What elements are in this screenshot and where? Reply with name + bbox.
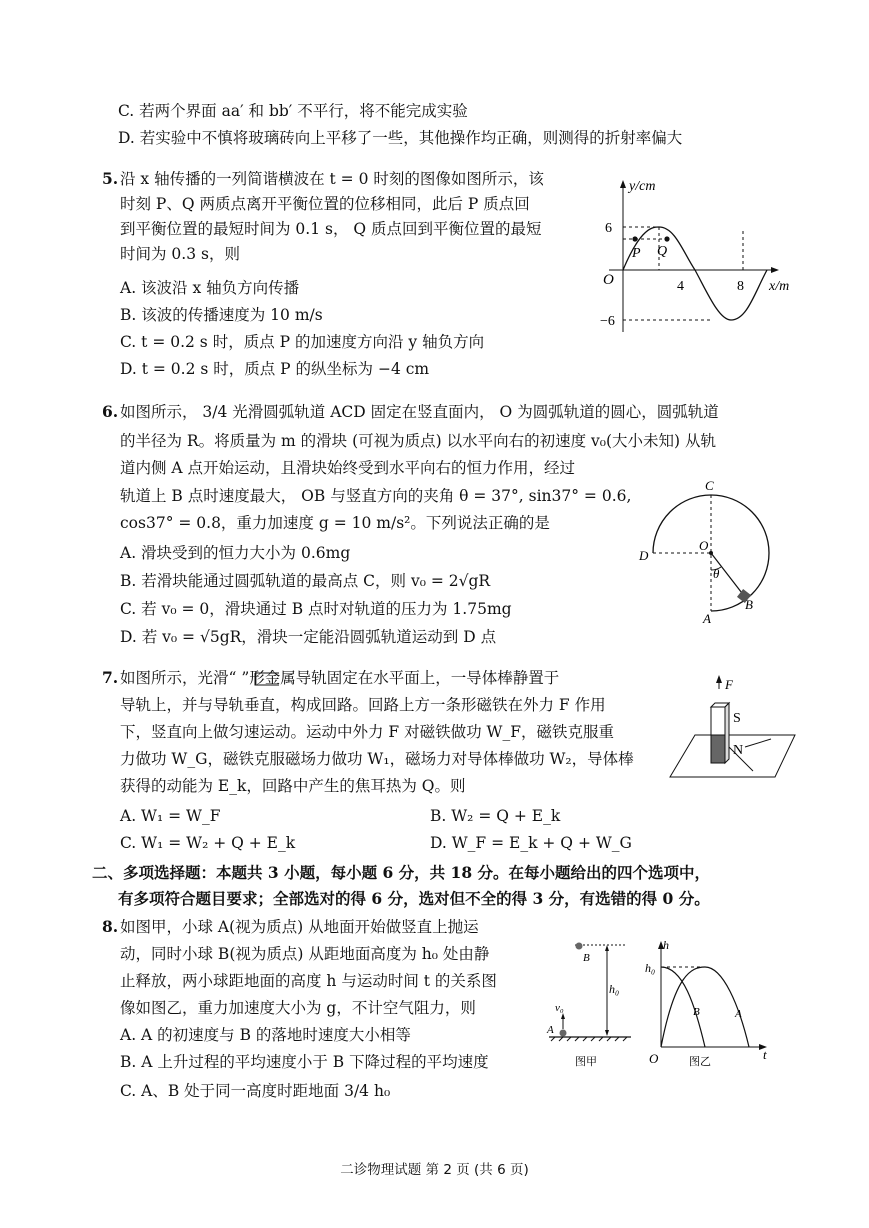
q6-label-o: O (699, 538, 709, 553)
q8-stem-line: 止释放，两小球距地面的高度 h 与运动时间 t 的关系图 (120, 972, 497, 990)
q8-option-b: B. A 上升过程的平均速度小于 B 下降过程的平均速度 (120, 1053, 489, 1071)
q8-stem-line: 如图甲，小球 A(视为质点) 从地面开始做竖直上抛运 (120, 918, 479, 936)
q8-figure-a (545, 935, 640, 1075)
q7-stem-line: 获得的动能为 E_k，回路中产生的焦耳热为 Q。则 (120, 777, 466, 795)
q5-number: 5. (102, 169, 119, 188)
q6-label-a: A (703, 611, 711, 626)
q5-tick-4: 4 (677, 279, 684, 294)
q7-number: 7. (102, 668, 119, 687)
q8-label-b: B (583, 952, 590, 964)
q8-stem-line: 动，同时小球 B(视为质点) 从距地面高度为 h₀ 处由静 (120, 945, 490, 963)
q8-figure-b (643, 935, 773, 1075)
section2-heading-line1: 二、多项选择题：本题共 3 小题，每小题 6 分，共 18 分。在每小题给出的四个选项中， (92, 863, 711, 882)
q7-rail-icon (253, 671, 283, 687)
q7-option-a: A. W₁ = W_F (120, 807, 221, 825)
q6-stem-line: 轨道上 B 点时速度最大， OB 与竖直方向的夹角 θ = 37°, sin37° = 0.6, (120, 487, 632, 505)
q7-stem-line: 下，竖直向上做匀速运动。运动中外力 F 对磁铁做功 W_F，磁铁克服重 (120, 723, 614, 741)
q8-stem-line: 像如图乙，重力加速度大小为 g，不计空气阻力，则 (120, 999, 476, 1017)
q5-stem-line: 时刻 P、Q 两质点离开平衡位置的位移相同，此后 P 质点回 (120, 195, 530, 213)
q5-tick-neg6: −6 (600, 314, 615, 329)
q8-label-v0: v₀ (555, 1002, 564, 1014)
q8-curve-label-a: A (735, 1008, 742, 1020)
q8-curve-a (661, 967, 749, 1047)
q5-xlabel: x/m (769, 279, 790, 294)
q8-option-c: C. A、B 处于同一高度时距地面 3/4 h₀ (120, 1082, 391, 1100)
q6-option-c: C. 若 v₀ = 0，滑块通过 B 点时对轨道的压力为 1.75mg (120, 600, 512, 618)
q7-magnet-figure (665, 675, 805, 785)
q5-wave-figure (595, 172, 805, 337)
q8-curve-label-b: B (693, 1006, 700, 1018)
q6-stem-line: 道内侧 A 点开始运动，且滑块始终受到水平向右的恒力作用，经过 (120, 459, 576, 477)
q5-point-p (632, 236, 637, 241)
q5-origin: O (603, 272, 614, 288)
q7-label-f: F (725, 677, 733, 692)
q6-stem-line: cos37° = 0.8，重力加速度 g = 10 m/s²。下列说法正确的是 (120, 514, 550, 532)
q6-label-theta: θ (713, 566, 720, 581)
q7-stem-line: 力做功 W_G，磁铁克服磁场力做功 W₁，磁场力对导体棒做功 W₂，导体棒 (120, 750, 634, 768)
q5-ylabel: y/cm (629, 179, 656, 194)
q6-number: 6. (102, 402, 119, 421)
q7-option-c: C. W₁ = W₂ + Q + E_k (120, 834, 296, 852)
q8-caption-a: 图甲 (575, 1056, 597, 1068)
q7-stem-line: 如图所示，光滑“ ”形金属导轨固定在水平面上，一导体棒静置于 (120, 669, 560, 687)
q6-stem-line: 如图所示， 3/4 光滑圆弧轨道 ACD 固定在竖直面内， O 为圆弧轨道的圆心，圆弧轨道 (120, 403, 719, 421)
q7-magnet-n (711, 735, 725, 763)
q7-label-s: S (733, 711, 741, 726)
prev-option-c: C. 若两个界面 aa′ 和 bb′ 不平行，将不能完成实验 (118, 102, 468, 120)
q8-tick-h0: h₀ (645, 961, 656, 975)
prev-option-d: D. 若实验中不慎将玻璃砖向上平移了一些，其他操作均正确，则测得的折射率偏大 (118, 129, 683, 147)
q8-axis-h: h (663, 938, 669, 952)
q5-option-d: D. t = 0.2 s 时，质点 P 的纵坐标为 −4 cm (120, 360, 430, 378)
q6-circle-figure (635, 478, 780, 628)
q8-ball-b (576, 943, 583, 950)
q6-label-c: C (705, 478, 714, 493)
q7-stem-line: 导轨上，并与导轨垂直，构成回路。回路上方一条形磁铁在外力 F 作用 (120, 696, 606, 714)
q5-label-p: P (632, 246, 641, 261)
q6-option-a: A. 滑块受到的恒力大小为 0.6mg (120, 544, 351, 562)
q7-option-b: B. W₂ = Q + E_k (430, 807, 561, 825)
q8-number: 8. (102, 917, 119, 936)
section2-heading-line2: 有多项符合题目要求；全部选对的得 6 分，选对但不全的得 3 分，有选错的得 0 分。 (118, 889, 710, 908)
q5-stem-line: 时间为 0.3 s，则 (120, 245, 240, 263)
page-footer: 二诊物理试题 第 2 页 (共 6 页) (340, 1162, 529, 1178)
q7-magnet-s (711, 707, 725, 735)
q8-option-a: A. A 的初速度与 B 的落地时速度大小相等 (120, 1026, 411, 1044)
q5-option-a: A. 该波沿 x 轴负方向传播 (120, 279, 300, 297)
q5-option-b: B. 该波的传播速度为 10 m/s (120, 306, 323, 324)
q5-label-q: Q (657, 244, 668, 259)
q8-label-h0: h₀ (609, 982, 620, 996)
q5-point-q (664, 236, 669, 241)
q5-option-c: C. t = 0.2 s 时，质点 P 的加速度方向沿 y 轴负方向 (120, 333, 485, 351)
q5-stem-line: 沿 x 轴传播的一列简谐横波在 t = 0 时刻的图像如图所示，该 (120, 170, 544, 188)
q8-caption-b: 图乙 (689, 1056, 711, 1068)
q7-force-arrow (716, 675, 722, 683)
q5-tick-6: 6 (605, 221, 612, 236)
q8-label-a: A (547, 1024, 554, 1036)
q6-label-b: B (745, 597, 753, 612)
q8-origin: O (649, 1051, 659, 1066)
q6-stem-line: 的半径为 R。将质量为 m 的滑块 (可视为质点) 以水平向右的初速度 v₀(大小未知) 从轨 (120, 432, 717, 450)
q5-wave-curve (623, 227, 767, 320)
q8-axis-t: t (763, 1047, 767, 1062)
q7-label-n: N (733, 743, 744, 758)
q5-tick-8: 8 (737, 279, 744, 294)
q7-option-d: D. W_F = E_k + Q + W_G (430, 834, 632, 852)
q5-stem-line: 到平衡位置的最短时间为 0.1 s， Q 质点回到平衡位置的最短 (120, 220, 542, 238)
q8-ball-a (560, 1030, 567, 1037)
q6-option-b: B. 若滑块能通过圆弧轨道的最高点 C，则 v₀ = 2√gR (120, 572, 491, 590)
q6-option-d: D. 若 v₀ = √5gR，滑块一定能沿圆弧轨道运动到 D 点 (120, 628, 497, 646)
q6-label-d: D (639, 548, 649, 563)
